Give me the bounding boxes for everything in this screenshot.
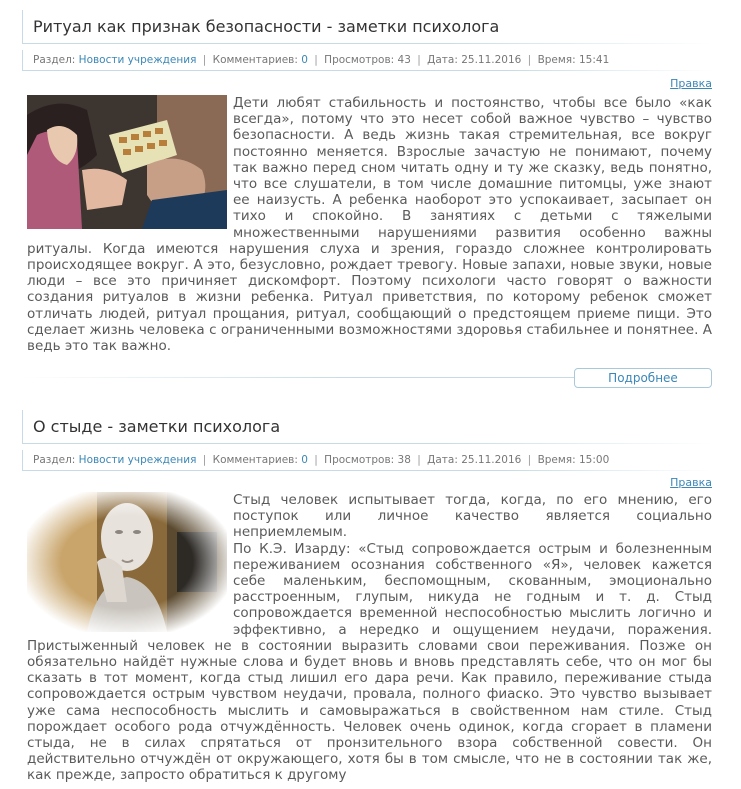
divider xyxy=(22,43,712,44)
edit-link[interactable]: Правка xyxy=(670,476,712,489)
views-count: Просмотров: 38 xyxy=(324,454,411,466)
divider xyxy=(22,443,712,444)
post-body xyxy=(27,95,712,354)
comments-count-link[interactable]: 0 xyxy=(301,54,308,66)
post-date: Дата: 25.11.2016 xyxy=(427,54,522,66)
section-link[interactable]: Новости учреждения xyxy=(78,454,197,466)
read-more-row xyxy=(22,368,712,388)
post-time: Время: 15:41 xyxy=(537,54,610,66)
divider xyxy=(22,470,712,471)
post-text-intro: Стыд человек испытывает тогда, когда, по его мнению, его поступок или личное качество является социально неприемлемым. xyxy=(233,492,712,541)
edit-link[interactable]: Правка xyxy=(670,77,712,90)
post-time: Время: 15:00 xyxy=(537,454,610,466)
section-link[interactable]: Новости учреждения xyxy=(78,54,197,66)
post-thumbnail-image[interactable] xyxy=(27,95,227,229)
post-meta: Раздел: Новости учреждения | Комментариев: 0 | Просмотров: 38 | Дата: 25.11.2016 | Время: 15:00 xyxy=(22,450,712,470)
views-count: Просмотров: 43 xyxy=(324,54,411,66)
post-thumbnail-image[interactable] xyxy=(27,492,227,632)
section-label: Раздел: xyxy=(33,54,76,66)
comments-label: Комментариев: xyxy=(212,454,298,466)
post-text: Дети любят стабильность и постоянство, чтобы все было «как всегда», потому что это несет собой важное чувство – чувство безопасности. А ведь жизнь такая стремительная, все вокруг постоянно меняется. Взрослые зачастую не понимают, почему так важно перед сном читать одну и ту же сказку, ведь понятно, что все слушатели, в том числе домашние питомцы, уже знают ее наизусть. А ребенка наоборот это успокаивает, засыпает он тихо и спокойно. В занятиях с детьми с тяжелыми множественными нарушениями развития особенно важны ритуалы. Когда имеются нарушения слуха и зрения, гораздо сложнее контролировать происходящее вокруг. А это, безусловно, рождает тревогу. Новые запахи, новые звуки, новые люди – все это причиняет дискомфорт. Поэтому психологи часто говорят о важности создания ритуалов в жизни ребенка. Ритуал приветствия, по которому ребенок сможет отличать людей, ритуал прощания, ритуал, сообщающий о предстоящем приеме пищи. Это сделает жизнь человека с ограниченными возможностями здоровья стабильнее и понятнее. А ведь это так важно. xyxy=(27,95,712,355)
post-date: Дата: 25.11.2016 xyxy=(427,454,522,466)
comments-count-link[interactable]: 0 xyxy=(301,454,308,466)
post-title[interactable]: О стыде - заметки психолога xyxy=(22,410,712,444)
comments-label: Комментариев: xyxy=(212,54,298,66)
news-post xyxy=(22,10,712,385)
post-text-quote: По К.Э. Изарду: «Стыд сопровождается острым и болезненным переживанием осознания собственного «Я», человек кажется себе маленьким, беспомощным, скованным, эмоционально расстроенным, глупым, никуда не годным и т. д. Стыд сопровождается временной неспособностью мыслить логично и эффективно, а нередко и ощущением неудачи, поражения. Пристыженный человек не в состоянии выразить словами свои переживания. Позже он обязательно найдёт нужные слова и будет вновь и вновь представлять себе, что он мог бы сказать в тот момент, когда стыд лишил его дара речи. Как правило, переживание стыда сопровождается острым чувством неудачи, провала, полного фиаско. Это чувство вызывает уже сама неспособность мыслить и самовыражаться в свойственном нам стиле. Стыд порождает особого рода отчуждённость. Человек очень одинок, когда сгорает в пламени стыда, не в силах спрятаться от пронзительного взора собственной совести. Он действительно отчуждён от окружающего, хотя бы в том смысле, что не в состоянии так же, как прежде, запросто обратиться к другому xyxy=(27,540,712,784)
read-more-button[interactable]: Подробнее xyxy=(574,368,712,388)
post-title[interactable]: Ритуал как признак безопасности - заметки психолога xyxy=(22,10,712,44)
post-body xyxy=(27,492,712,784)
post-meta: Раздел: Новости учреждения | Комментариев: 0 | Просмотров: 43 | Дата: 25.11.2016 | Время: 15:41 xyxy=(22,50,712,70)
news-post xyxy=(22,410,712,784)
divider xyxy=(22,70,712,71)
divider xyxy=(22,377,574,378)
section-label: Раздел: xyxy=(33,454,76,466)
